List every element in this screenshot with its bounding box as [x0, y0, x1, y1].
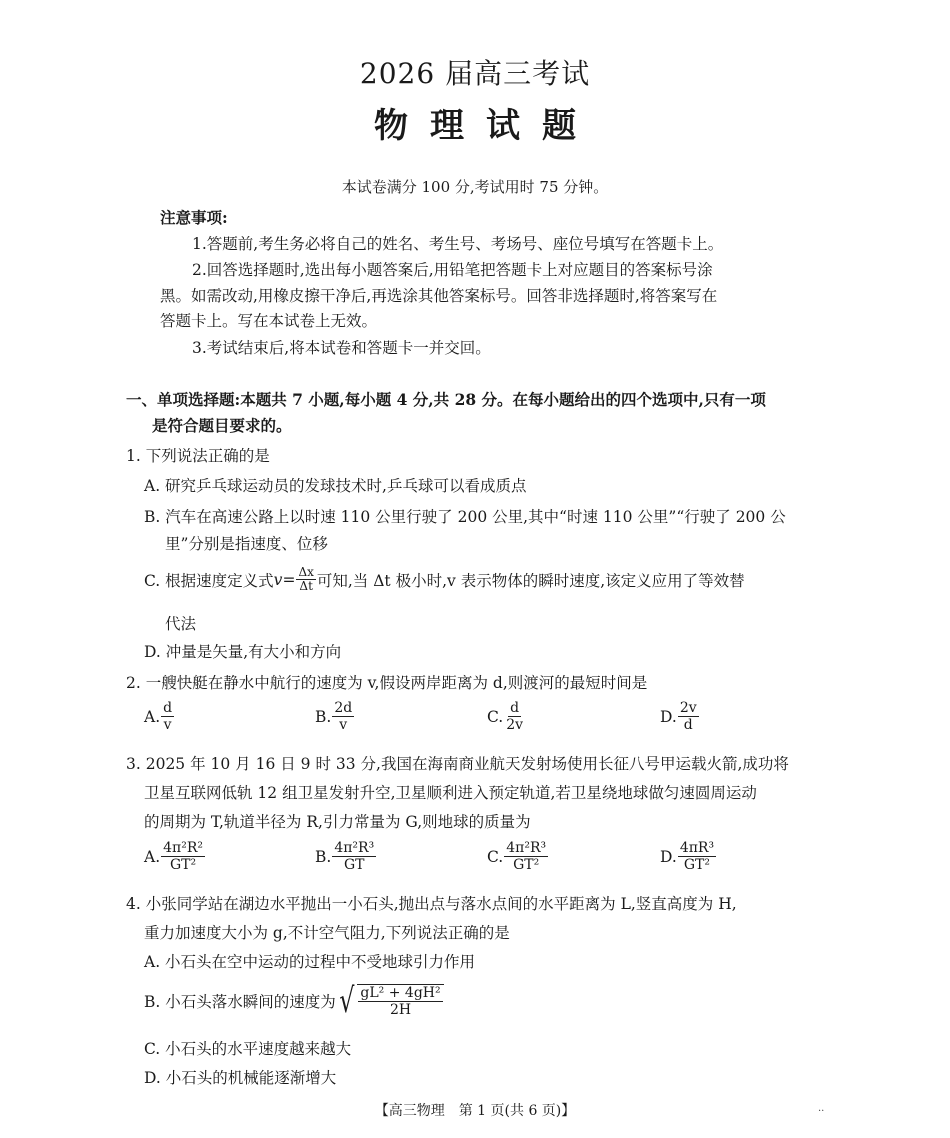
- q1-option-b-line2: 里”分别是指速度、位移: [165, 535, 328, 553]
- q2-option-b-num: 2d: [334, 700, 353, 716]
- q3-option-d-den: GT²: [683, 857, 711, 873]
- q3-option-d-num: 4πR³: [679, 840, 715, 856]
- q4-option-b-num: gL² + 4gH²: [360, 985, 441, 1001]
- q3-option-c: [487, 840, 549, 873]
- exam-title: 2026 届高三考试: [359, 57, 591, 90]
- q3-line-3: 的周期为 T,轨道半径为 R,引力常量为 G,则地球的质量为: [144, 813, 531, 831]
- q2-option-a-den: v: [163, 717, 172, 733]
- q4-option-b-fraction: [358, 985, 442, 1018]
- q2-option-a-num: d: [163, 700, 173, 716]
- q3-option-c-num: 4π²R³: [506, 840, 547, 856]
- q3-option-c-label: C.: [487, 847, 504, 866]
- q1-option-c-var: v: [273, 570, 283, 589]
- q2-option-c-label: C.: [487, 707, 504, 726]
- q1-option-c-post: 可知,当 Δt 极小时,v 表示物体的瞬时速度,该定义应用了等效替: [316, 571, 745, 590]
- q1-option-a: A. 研究乒乓球运动员的发球技术时,乒乓球可以看成质点: [144, 477, 527, 495]
- section-heading-2: 是符合题目要求的。: [152, 416, 292, 435]
- q1-option-c-eq: =: [282, 570, 296, 589]
- q1-option-c-line1: [144, 566, 745, 593]
- q3-line-2: 卫星互联网低轨 12 组卫星发射升空,卫星顺利进入预定轨道,若卫星绕地球做匀速圆周运动: [144, 784, 757, 802]
- q2-option-d-num: 2v: [679, 700, 697, 716]
- q1-stem: 1. 下列说法正确的是: [126, 447, 270, 465]
- notice-line-2a: 2.回答选择题时,选出每小题答案后,用铅笔把答题卡上对应题目的答案标号涂: [192, 261, 713, 279]
- q2-option-a: [144, 700, 175, 733]
- q3-option-b-num: 4π²R³: [334, 840, 375, 856]
- q2-option-d-fraction: [678, 700, 699, 733]
- q1-option-c-fraction: [296, 566, 315, 593]
- q2-option-d-label: D.: [660, 707, 677, 726]
- q1-option-c-line2: 代法: [165, 615, 197, 633]
- q2-option-c: [487, 700, 526, 733]
- q4-option-d: D. 小石头的机械能逐渐增大: [144, 1069, 337, 1087]
- q3-option-b-fraction: [332, 840, 376, 873]
- notice-line-2c: 答题卡上。写在本试卷上无效。: [160, 312, 378, 330]
- q4-option-c: C. 小石头的水平速度越来越大: [144, 1040, 352, 1058]
- q3-option-a: [144, 840, 206, 873]
- q3-option-b-den: GT: [344, 857, 365, 873]
- q3-option-b: [315, 840, 377, 873]
- subject-title: 物理试题: [374, 106, 598, 146]
- exam-info: 本试卷满分 100 分,考试用时 75 分钟。: [341, 178, 609, 196]
- notice-line-2b: 黑。如需改动,用橡皮擦干净后,再选涂其他答案标号。回答非选择题时,将答案写在: [160, 287, 718, 305]
- page-footer: 【高三物理 第 1 页(共 6 页)】: [374, 1103, 576, 1119]
- q2-option-b-fraction: [332, 700, 354, 733]
- q2-option-b: [315, 700, 355, 733]
- q2-option-d-den: d: [683, 717, 693, 733]
- q1-option-d: D. 冲量是矢量,有大小和方向: [144, 643, 342, 661]
- q4-option-b-pre: B. 小石头落水瞬间的速度为: [144, 993, 336, 1011]
- q2-option-b-den: v: [339, 717, 348, 733]
- q1-option-b-line1: B. 汽车在高速公路上以时速 110 公里行驶了 200 公里,其中“时速 110 公里”“行驶了 200 公: [144, 508, 786, 526]
- q4-line-2: 重力加速度大小为 g,不计空气阻力,下列说法正确的是: [144, 924, 510, 942]
- q3-option-d-label: D.: [660, 847, 677, 866]
- q3-option-d-fraction: [678, 840, 716, 873]
- notice-line-3: 3.考试结束后,将本试卷和答题卡一并交回。: [192, 339, 491, 357]
- q2-stem: 2. 一艘快艇在静水中航行的速度为 v,假设两岸距离为 d,则渡河的最短时间是: [126, 674, 648, 692]
- q3-option-a-fraction: [161, 840, 205, 873]
- q2-option-c-den: 2v: [506, 717, 524, 733]
- q2-option-d: [660, 700, 700, 733]
- q3-option-a-label: A.: [144, 847, 161, 866]
- q2-option-a-fraction: [161, 700, 174, 733]
- q4-option-a: A. 小石头在空中运动的过程中不受地球引力作用: [144, 953, 476, 971]
- q1-option-c-pre: C. 根据速度定义式: [144, 571, 274, 590]
- q3-option-a-num: 4π²R²: [163, 840, 203, 856]
- q2-option-c-fraction: [504, 700, 525, 733]
- q2-option-c-num: d: [510, 700, 520, 716]
- q4-option-b-sqrt: √ $\frac{\text{gL² + 4gH²}}{2H}$: [336, 984, 444, 1018]
- q3-option-c-fraction: [504, 840, 548, 873]
- q1-option-c-den: Δt: [299, 579, 313, 593]
- q2-option-a-label: A.: [144, 707, 161, 726]
- q4-line-1: 4. 小张同学站在湖边水平抛出一小石头,抛出点与落水点间的水平距离为 L,竖直高度为 H,: [126, 895, 737, 913]
- q2-option-b-label: B.: [315, 707, 332, 726]
- q3-option-b-label: B.: [315, 847, 332, 866]
- notice-line-1: 1.答题前,考生务必将自己的姓名、考生号、考场号、座位号填写在答题卡上。: [192, 235, 724, 253]
- q1-option-c-num: Δx: [298, 565, 314, 579]
- section-heading-1: 一、单项选择题:本题共 7 小题,每小题 4 分,共 28 分。在每小题给出的四个选项中,只有一项: [126, 390, 766, 409]
- q3-option-c-den: GT²: [513, 857, 540, 873]
- q4-option-b: [144, 981, 444, 1021]
- q3-option-a-den: GT²: [169, 857, 197, 873]
- notice-title: 注意事项:: [160, 208, 228, 227]
- q3-option-d: [660, 840, 717, 873]
- q4-option-b-den: 2H: [389, 1002, 412, 1018]
- footer-mark: ..: [818, 1103, 825, 1114]
- q3-line-1: 3. 2025 年 10 月 16 日 9 时 33 分,我国在海南商业航天发射场使用长征八号甲运载火箭,成功将: [126, 755, 789, 773]
